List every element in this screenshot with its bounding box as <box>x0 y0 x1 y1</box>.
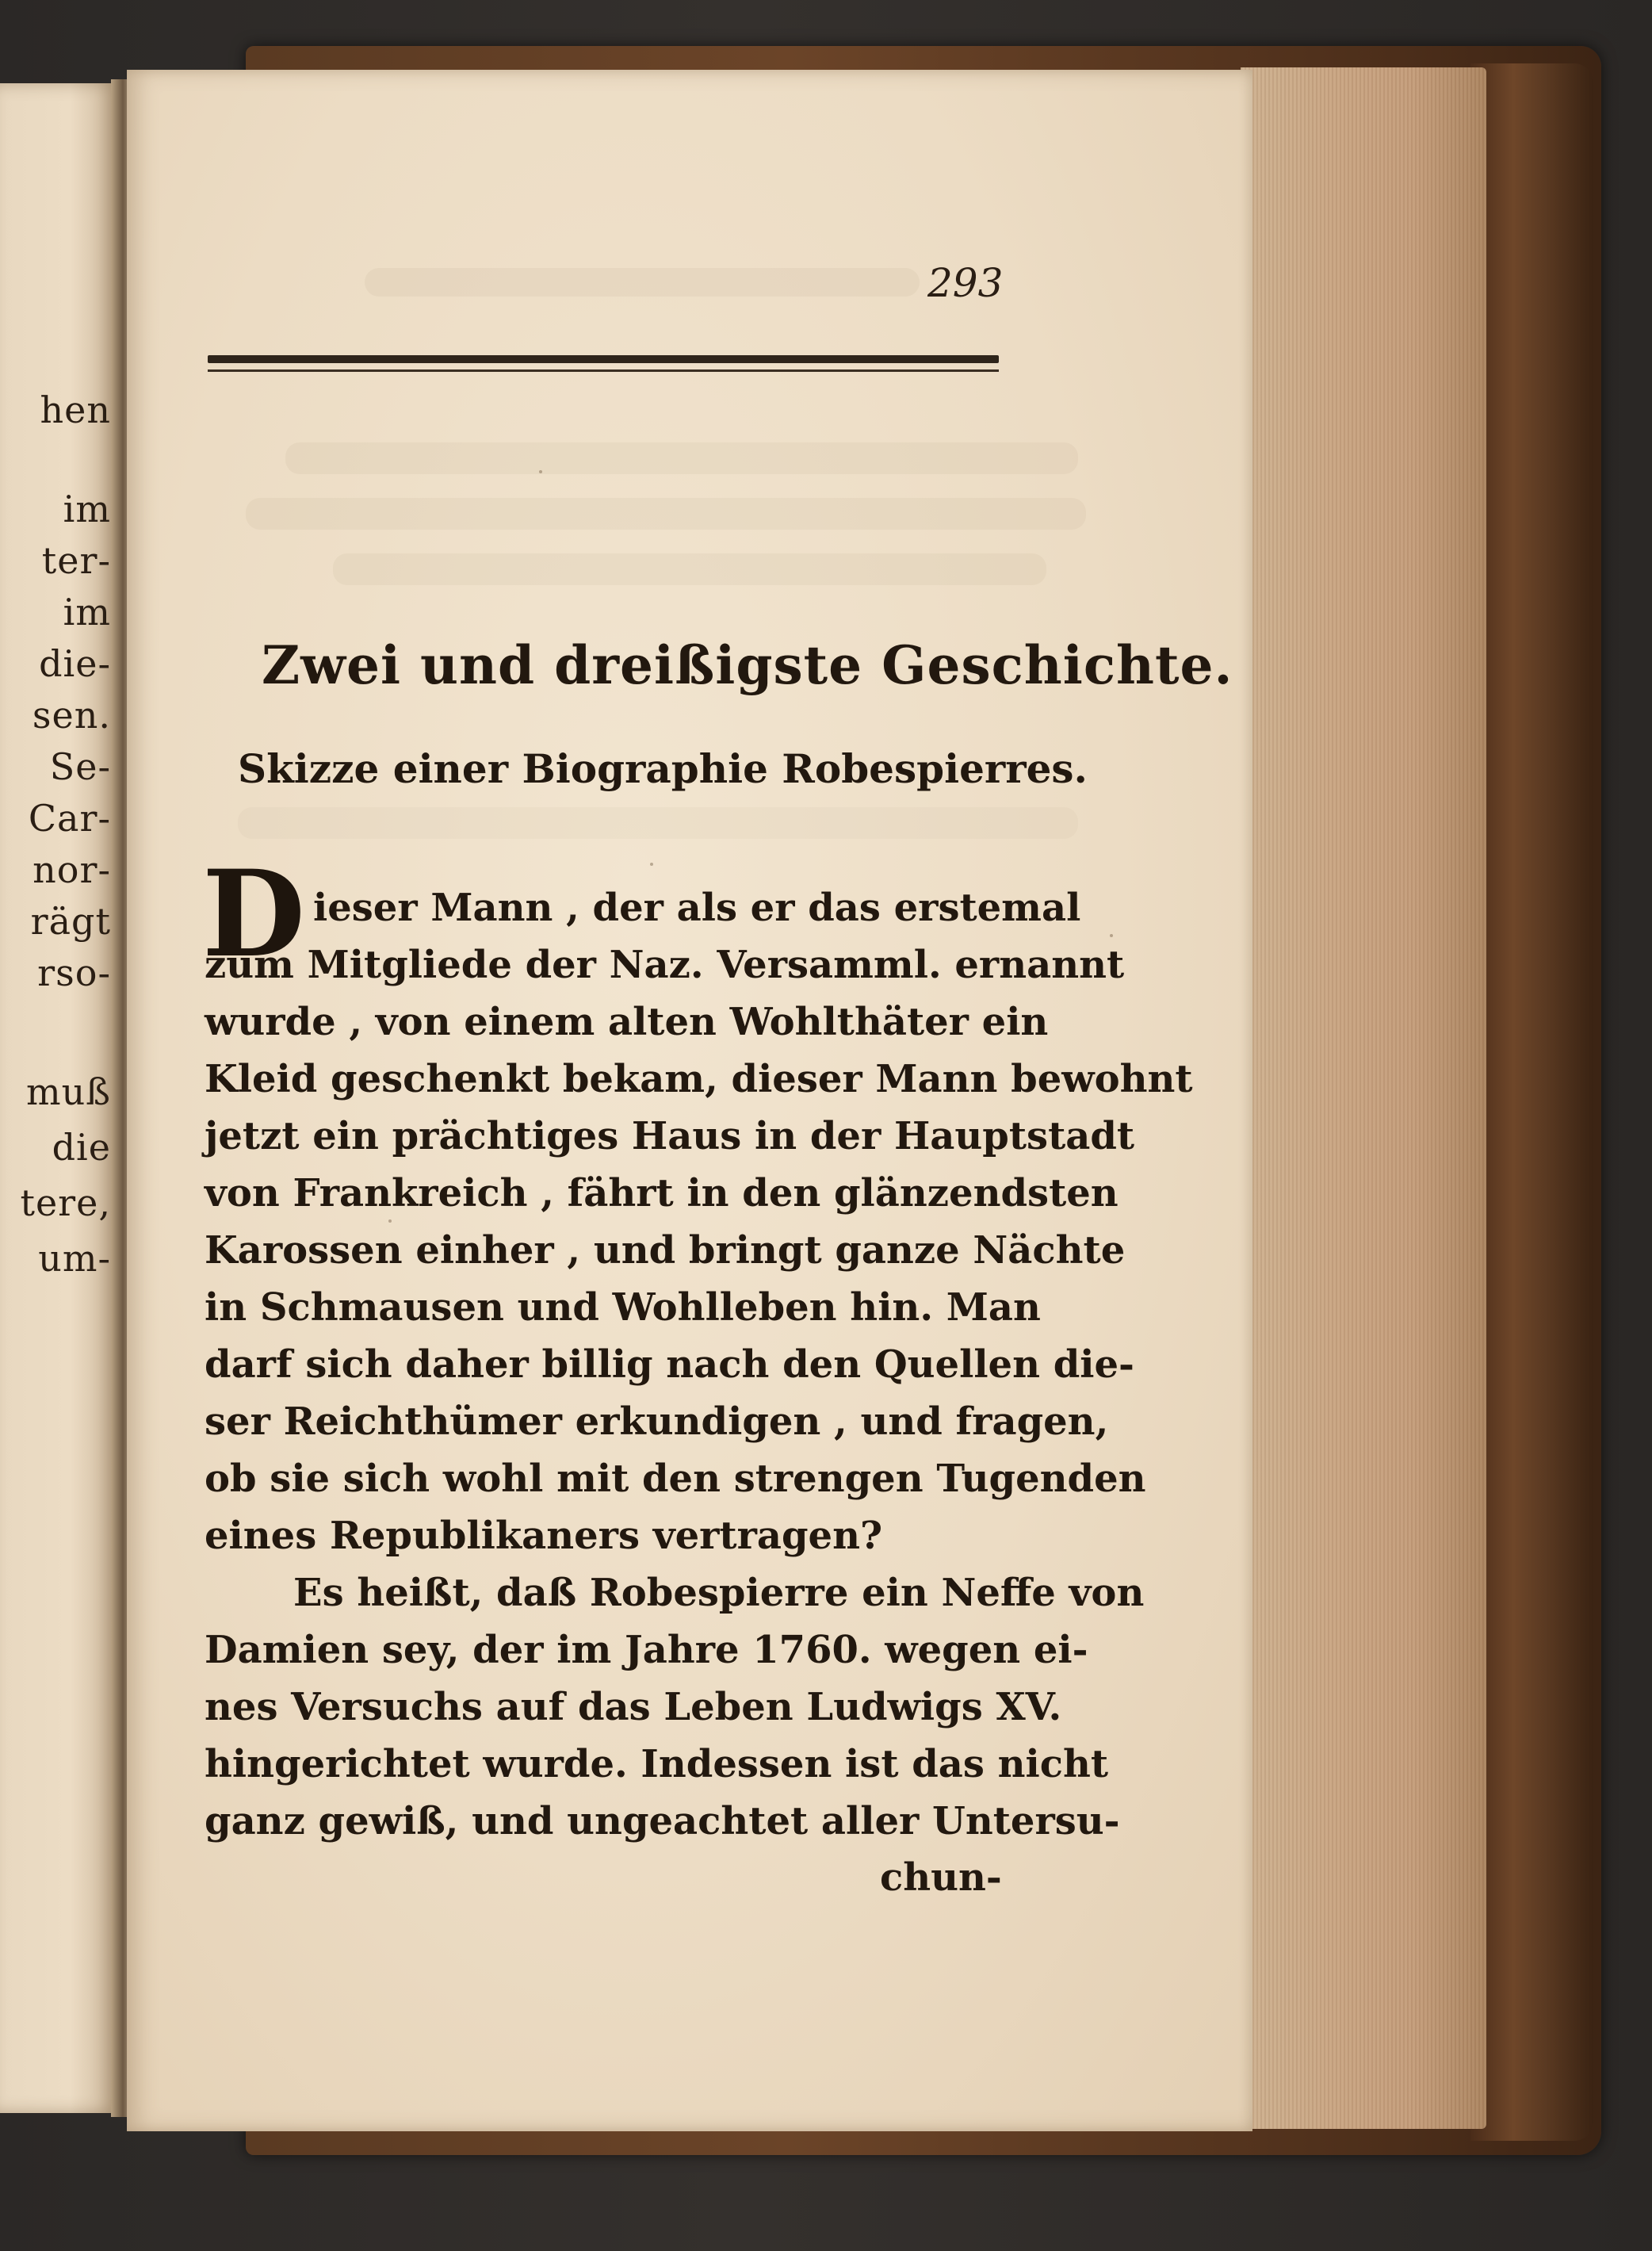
left-page-fragment: tere, <box>20 1181 111 1224</box>
left-page-fragment: muß <box>26 1070 111 1113</box>
show-through <box>238 807 1078 839</box>
body-line: Es heißt, daß Robespierre ein Neffe von <box>293 1571 1145 1615</box>
show-through <box>285 442 1078 474</box>
show-through <box>246 498 1086 530</box>
paper-speck <box>539 470 542 473</box>
show-through <box>365 268 920 297</box>
left-page-fragment: Car- <box>28 797 111 840</box>
left-page-fragment: die <box>52 1126 111 1169</box>
left-page-fragment: rägt <box>30 900 111 943</box>
book-cover-edge <box>1470 63 1593 2141</box>
paper-speck <box>1110 934 1113 937</box>
left-page-fragment: die- <box>39 642 111 685</box>
body-line: hingerichtet wurde. Indessen ist das nicht <box>205 1742 1109 1786</box>
body-line: Karossen einher , und bringt ganze Nächte <box>205 1228 1126 1273</box>
body-line: ser Reichthümer erkundigen , und fragen, <box>205 1399 1109 1444</box>
left-page-fragment: im <box>63 488 111 530</box>
chapter-title: Zwei und dreißigste Geschichte. <box>262 634 1233 696</box>
body-line: ganz gewiß, und ungeachtet aller Untersu- <box>205 1799 1120 1843</box>
body-line: ob sie sich wohl mit den strengen Tugenden <box>205 1457 1146 1501</box>
show-through <box>333 553 1046 585</box>
body-line: darf sich daher billig nach den Quellen die- <box>205 1342 1134 1387</box>
left-page-fragment: rso- <box>37 951 111 994</box>
body-line: von Frankreich , fährt in den glänzendsten <box>205 1171 1119 1215</box>
body-line: ieser Mann , der als er das erstemal <box>313 886 1081 930</box>
left-page <box>0 83 117 2113</box>
body-line: wurde , von einem alten Wohlthäter ein <box>205 1000 1049 1044</box>
catchword: chun- <box>880 1855 1002 1900</box>
header-rule <box>208 355 999 363</box>
body-line: Kleid geschenkt bekam, dieser Mann bewohnt <box>205 1057 1193 1101</box>
left-page-fragment: Se- <box>49 745 111 788</box>
page-block-edge <box>1241 67 1486 2129</box>
body-line: Damien sey, der im Jahre 1760. wegen ei- <box>205 1628 1088 1672</box>
left-page-fragment: sen. <box>32 694 111 737</box>
left-page-fragment: nor- <box>33 848 111 891</box>
header-rule-thin <box>208 369 999 372</box>
body-line: eines Republikaners vertragen? <box>205 1514 883 1558</box>
page-number: 293 <box>927 260 1004 306</box>
chapter-subtitle: Skizze einer Biographie Robespierres. <box>238 745 1088 792</box>
left-page-fragment: hen <box>40 389 111 431</box>
paper-speck <box>388 1219 392 1223</box>
left-page-fragment: im <box>63 591 111 634</box>
body-line: nes Versuchs auf das Leben Ludwigs XV. <box>205 1685 1062 1729</box>
body-line: jetzt ein prächtiges Haus in der Hauptstadt <box>205 1114 1135 1158</box>
drop-cap: D <box>202 844 306 984</box>
body-line: zum Mitgliede der Naz. Versamml. ernannt <box>205 943 1125 987</box>
paper-speck <box>650 863 653 866</box>
body-line: in Schmausen und Wohlleben hin. Man <box>205 1285 1041 1330</box>
left-page-fragment: um- <box>38 1237 111 1280</box>
left-page-fragment: ter- <box>41 539 111 582</box>
